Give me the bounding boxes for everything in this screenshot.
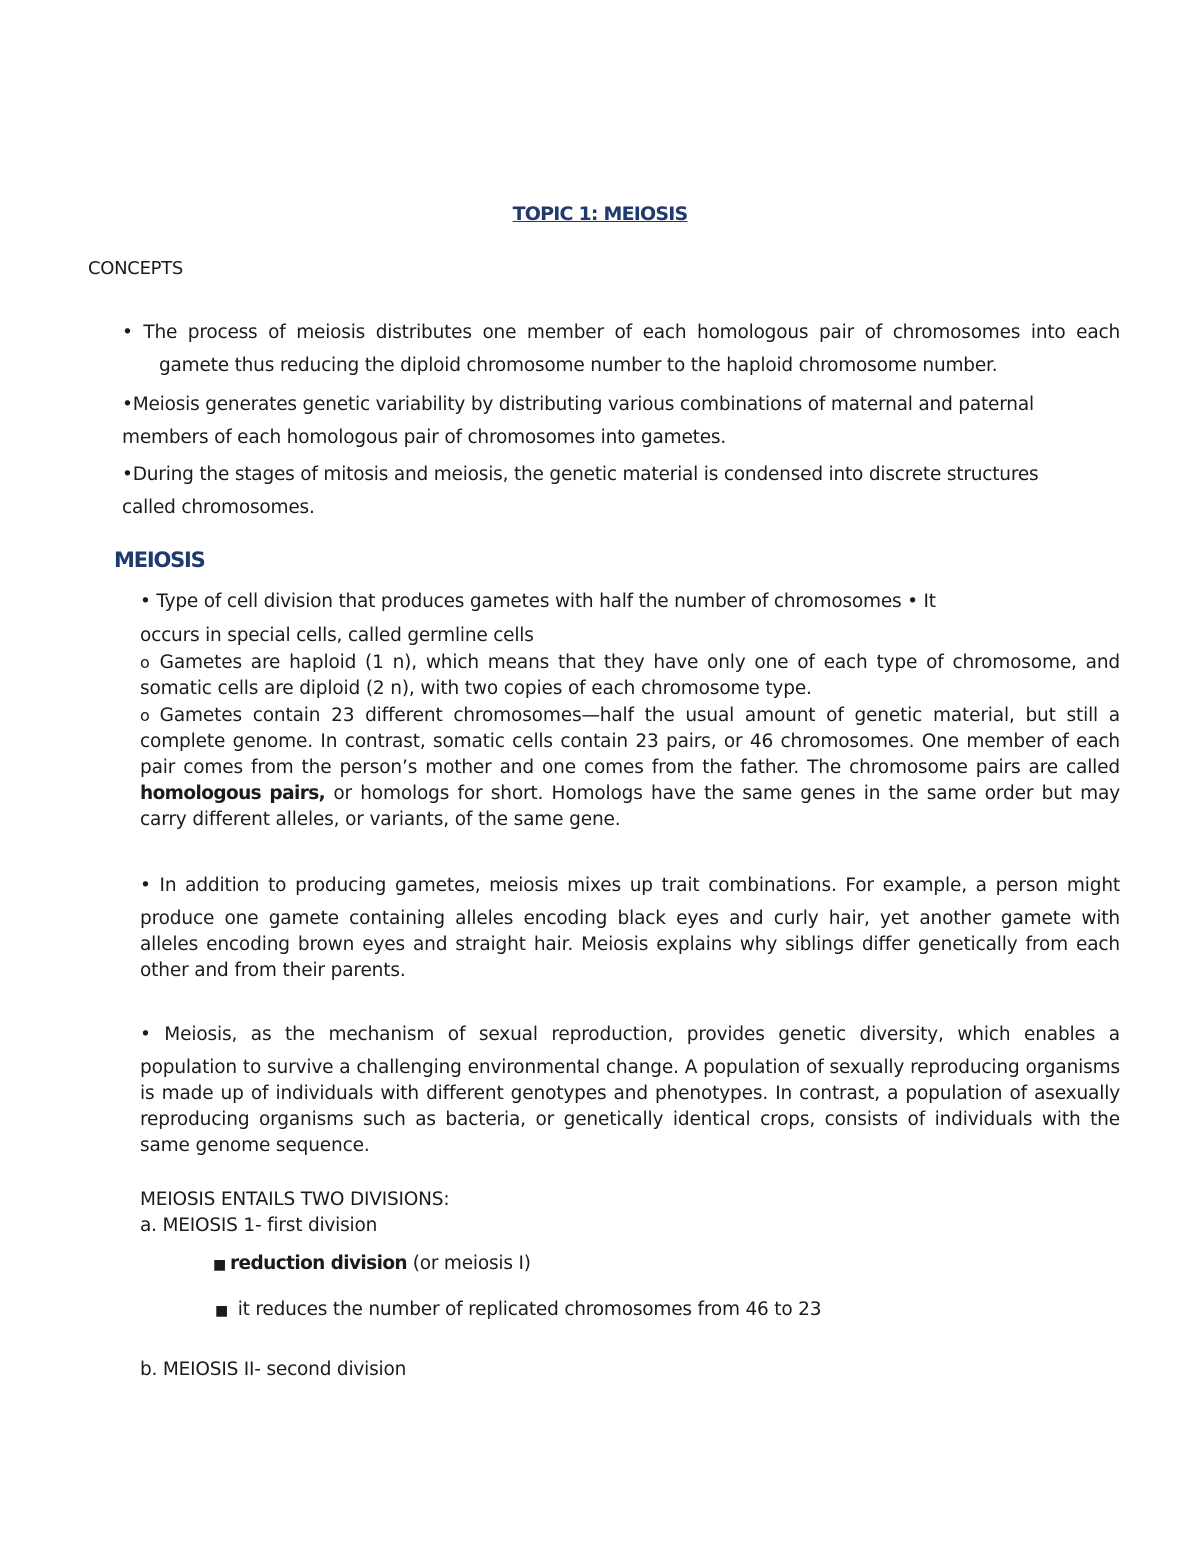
meiosis-sub-bullet-2 — [140, 703, 1120, 833]
concept-1-line-2: gamete thus reducing the diploid chromosome number to the haploid chromosome number. — [159, 355, 998, 376]
sub-bullet-text: Gametes are haploid (1 n), which means that they have only one of each type of chromosome, and somatic cells are diploid (2 n), with two copies of each chromosome type. — [140, 652, 1120, 699]
division-a-item-1 — [213, 1250, 531, 1279]
sub-bullet-text-cont: or homologs for short. Homologs have the same genes in the same order but may carry different alleles, or variants, of the same gene. — [140, 783, 1120, 830]
square-bullet-icon: ■ — [215, 1303, 229, 1319]
meiosis-bullet-3-line-1: • Meiosis, as the mechanism of sexual reproduction, provides genetic diversity, which enables a — [140, 1024, 1120, 1045]
page-title: TOPIC 1: MEIOSIS — [512, 203, 688, 225]
sub-bullet-text: Gametes contain 23 different chromosomes—half the usual amount of genetic material, but still a complete genome. In contrast, somatic cells contain 23 pairs, or 46 chromosomes. One member of each pair comes from the person’s mother and one comes from the father. The chromosome pairs are called — [140, 705, 1120, 778]
concepts-heading: CONCEPTS — [88, 258, 184, 279]
meiosis-bullet-1-line-2: occurs in special cells, called germline cells — [140, 625, 534, 646]
square-bullet-icon: ■ — [213, 1257, 227, 1273]
division-a-item-2-text: it reduces the number of replicated chromosomes from 46 to 23 — [232, 1299, 822, 1320]
divisions-heading: MEIOSIS ENTAILS TWO DIVISIONS: — [140, 1189, 450, 1210]
meiosis-bullet-2-line-1: • In addition to producing gametes, meiosis mixes up trait combinations. For example, a person might — [140, 875, 1120, 896]
concept-3-line-1: •During the stages of mitosis and meiosis, the genetic material is condensed into discrete structures — [122, 464, 1039, 485]
meiosis-sub-bullet-1 — [140, 650, 1120, 702]
meiosis-bullet-2-rest: produce one gamete containing alleles encoding black eyes and curly hair, yet another gamete with alleles encoding brown eyes and straight hair. Meiosis explains why siblings differ genetically from each other and from their parents. — [140, 908, 1120, 981]
meiosis-bullet-3-rest: population to survive a challenging environmental change. A population of sexually reproducing organisms is made up of individuals with different genotypes and phenotypes. In contrast, a population of asexually reproducing organisms such as bacteria, or genetically identical crops, consists of individuals with the same genome sequence. — [140, 1057, 1120, 1156]
concept-3-line-2: called chromosomes. — [122, 497, 315, 518]
reduction-division-term: reduction division — [230, 1253, 408, 1274]
meiosis-heading: MEIOSIS — [114, 548, 205, 572]
homologous-pairs-term: homologous pairs, — [140, 783, 326, 804]
meiosis-bullet-1-line-1: • Type of cell division that produces gametes with half the number of chromosomes • It — [140, 591, 936, 612]
division-a-item-1-text: (or meiosis I) — [407, 1253, 531, 1274]
division-a-label: a. MEIOSIS 1- first division — [140, 1215, 378, 1236]
sub-bullet-marker: o — [140, 653, 150, 672]
division-b-label: b. MEIOSIS II- second division — [140, 1359, 407, 1380]
concept-2-line-1: •Meiosis generates genetic variability by distributing various combinations of maternal and paternal — [122, 394, 1034, 415]
division-a-item-2 — [215, 1296, 821, 1325]
concept-1-line-1: • The process of meiosis distributes one member of each homologous pair of chromosomes into each — [122, 322, 1120, 343]
concept-2-line-2: members of each homologous pair of chromosomes into gametes. — [122, 427, 727, 448]
sub-bullet-marker: o — [140, 706, 150, 725]
